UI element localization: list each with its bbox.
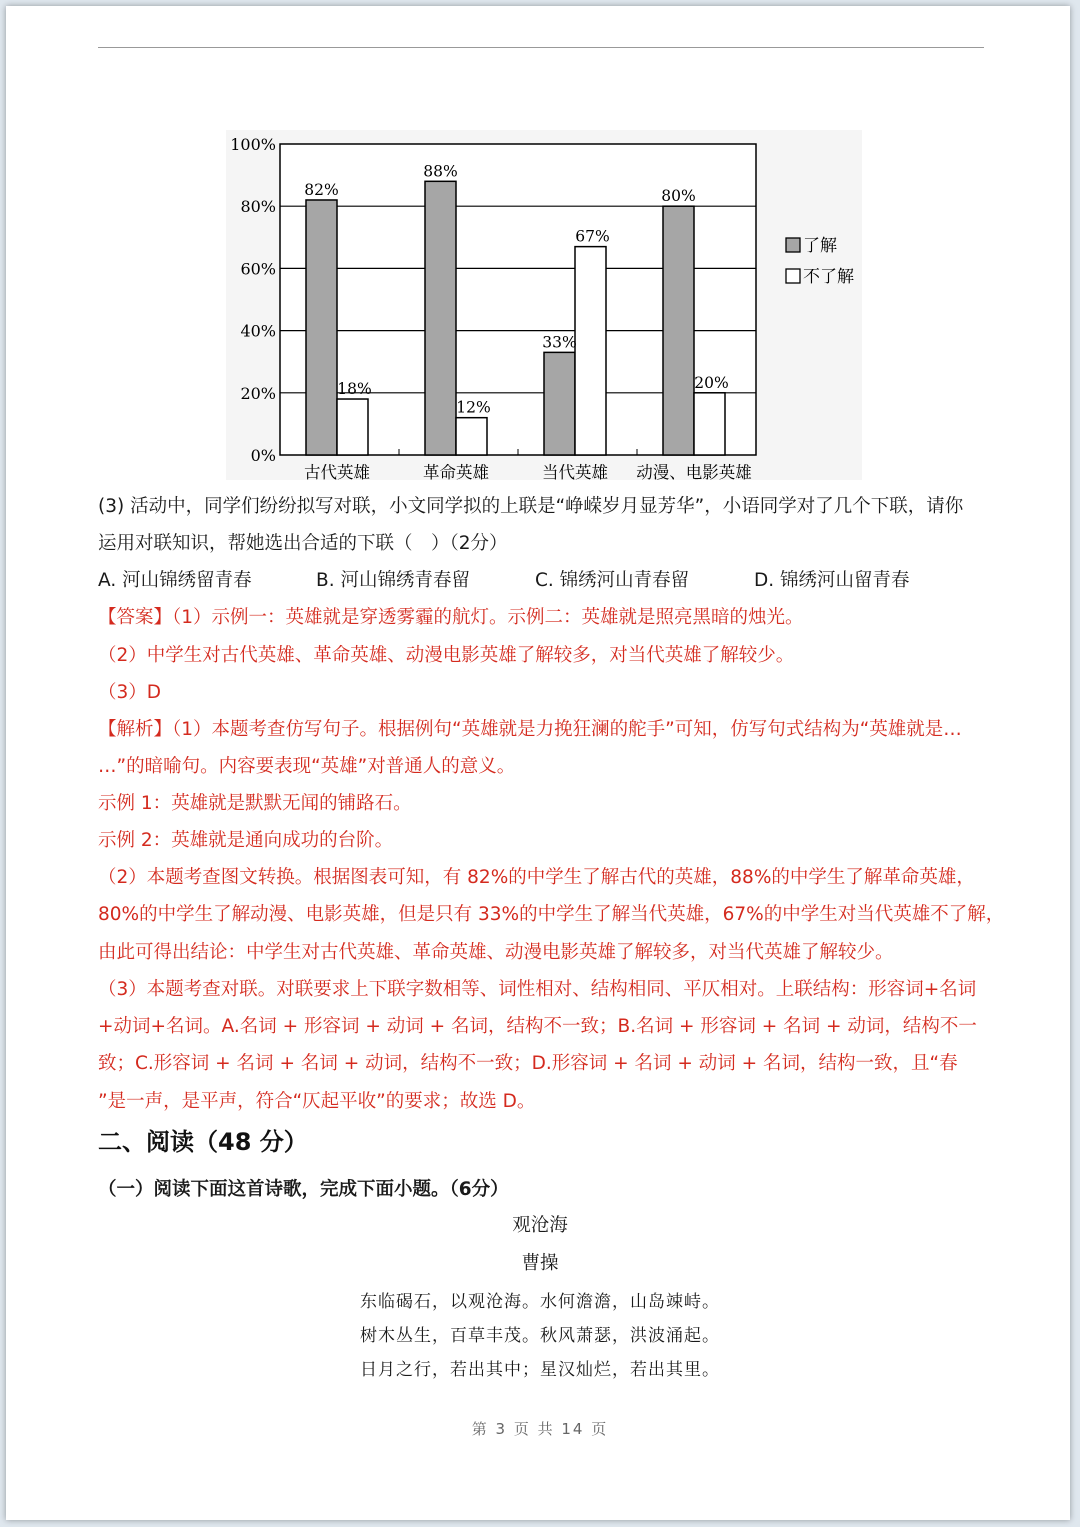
analysis-line-3: 示例 1：英雄就是默默无闻的铺路石。 bbox=[98, 793, 412, 814]
category-label: 革命英雄 bbox=[423, 463, 489, 480]
analysis-line-4: 示例 2：英雄就是通向成功的台阶。 bbox=[98, 830, 394, 851]
data-label: 18% bbox=[337, 380, 372, 399]
analysis-line-11: ”是一声，是平声，符合“仄起平收”的要求；故选 D。 bbox=[98, 1091, 536, 1112]
analysis-line-10: 致；C.形容词 + 名词 + 名词 + 动词，结构不一致；D.形容词 + 名词 + 动词 + 名词，结构一致，且“春 bbox=[98, 1053, 958, 1074]
y-tick-label: 100% bbox=[230, 135, 276, 154]
data-label: 67% bbox=[575, 227, 610, 246]
analysis-line-9: +动词+名词。A.名词 + 形容词 + 动词 + 名词，结构不一致；B.名词 + 形容词 + 名词 + 动词，结构不一 bbox=[98, 1016, 977, 1037]
bar-known bbox=[663, 206, 694, 455]
y-tick-label: 40% bbox=[240, 321, 276, 341]
category-label: 古代英雄 bbox=[304, 463, 370, 480]
analysis-line-6: 80%的中学生了解动漫、电影英雄，但是只有 33%的中学生了解当代英雄，67%的中学生对当代英雄不了解， bbox=[98, 904, 1005, 925]
data-label: 12% bbox=[456, 398, 491, 417]
question-3-options bbox=[98, 569, 998, 593]
section-2-heading: 二、阅读（48 分） bbox=[98, 1128, 308, 1156]
bar-unknown bbox=[337, 399, 368, 455]
poem-line-2: 树木丛生，百草丰茂。秋风萧瑟，洪波涌起。 bbox=[360, 1326, 720, 1346]
data-label: 80% bbox=[661, 187, 696, 206]
question-3-line-1: (3) 活动中，同学们纷纷拟写对联，小文同学拟的上联是“峥嵘岁月显芳华”，小语同学对了几个下联，请你 bbox=[98, 496, 964, 517]
data-label: 82% bbox=[304, 180, 339, 199]
analysis-line-8: （3）本题考查对联。对联要求上下联字数相等、词性相对、结构相同、平仄相对。上联结构：形容词+名词 bbox=[98, 979, 977, 1000]
data-label: 20% bbox=[694, 373, 729, 392]
bar-unknown bbox=[575, 247, 606, 455]
answer-line-2: （2）中学生对古代英雄、革命英雄、动漫电影英雄了解较多，对当代英雄了解较少。 bbox=[98, 645, 795, 666]
page-footer: 第 3 页 共 14 页 bbox=[471, 1420, 609, 1438]
bar-known bbox=[544, 352, 575, 455]
bar-unknown bbox=[694, 393, 725, 455]
analysis-line-2: …”的暗喻句。内容要表现“英雄”对普通人的意义。 bbox=[98, 756, 516, 777]
legend-swatch bbox=[786, 269, 800, 283]
poem-title: 观沧海 bbox=[512, 1215, 568, 1236]
option-d: D. 锦绣河山留青春 bbox=[754, 570, 910, 591]
legend-label: 了解 bbox=[803, 236, 837, 256]
poem-line-1: 东临碣石，以观沧海。水何澹澹，山岛竦峙。 bbox=[360, 1292, 720, 1312]
poem-line-3: 日月之行，若出其中；星汉灿烂，若出其里。 bbox=[360, 1360, 720, 1380]
option-b: B. 河山锦绣青春留 bbox=[316, 570, 470, 591]
analysis-line-1: 【解析】（1）本题考查仿写句子。根据例句“英雄就是力挽狂澜的舵手”可知，仿写句式结构为“英雄就是… bbox=[98, 719, 962, 740]
legend-swatch bbox=[786, 238, 800, 252]
y-tick-label: 0% bbox=[250, 446, 276, 465]
answer-line-1: 【答案】（1）示例一：英雄就是穿透雾霾的航灯。示例二：英雄就是照亮黑暗的烛光。 bbox=[98, 607, 804, 628]
legend-label: 不了解 bbox=[803, 267, 854, 287]
section-2-subheading: （一）阅读下面这首诗歌，完成下面小题。（6分） bbox=[98, 1179, 509, 1200]
poem-author: 曹操 bbox=[521, 1253, 559, 1274]
data-label: 33% bbox=[542, 333, 577, 352]
hero-awareness-bar-chart bbox=[226, 130, 862, 480]
header-rule bbox=[98, 47, 984, 48]
document-page bbox=[6, 6, 1070, 1520]
analysis-line-5: （2）本题考查图文转换。根据图表可知，有 82%的中学生了解古代的英雄，88%的中学生了解革命英雄， bbox=[98, 867, 975, 888]
question-3-line-2: 运用对联知识，帮她选出合适的下联（ ）（2分） bbox=[98, 533, 508, 554]
category-label: 动漫、电影英雄 bbox=[636, 463, 752, 480]
analysis-line-7: 由此可得出结论：中学生对古代英雄、革命英雄、动漫电影英雄了解较多，对当代英雄了解较少。 bbox=[98, 942, 894, 963]
answer-line-3: （3）D bbox=[98, 682, 162, 703]
bar-known bbox=[425, 181, 456, 455]
bar-unknown bbox=[456, 418, 487, 455]
category-label: 当代英雄 bbox=[542, 463, 608, 480]
y-tick-label: 20% bbox=[240, 383, 276, 403]
option-a: A. 河山锦绣留青春 bbox=[98, 570, 252, 591]
bar-known bbox=[306, 200, 337, 455]
data-label: 88% bbox=[423, 162, 458, 181]
option-c: C. 锦绣河山青春留 bbox=[535, 570, 690, 591]
y-tick-label: 80% bbox=[240, 197, 276, 217]
y-tick-label: 60% bbox=[240, 259, 276, 279]
